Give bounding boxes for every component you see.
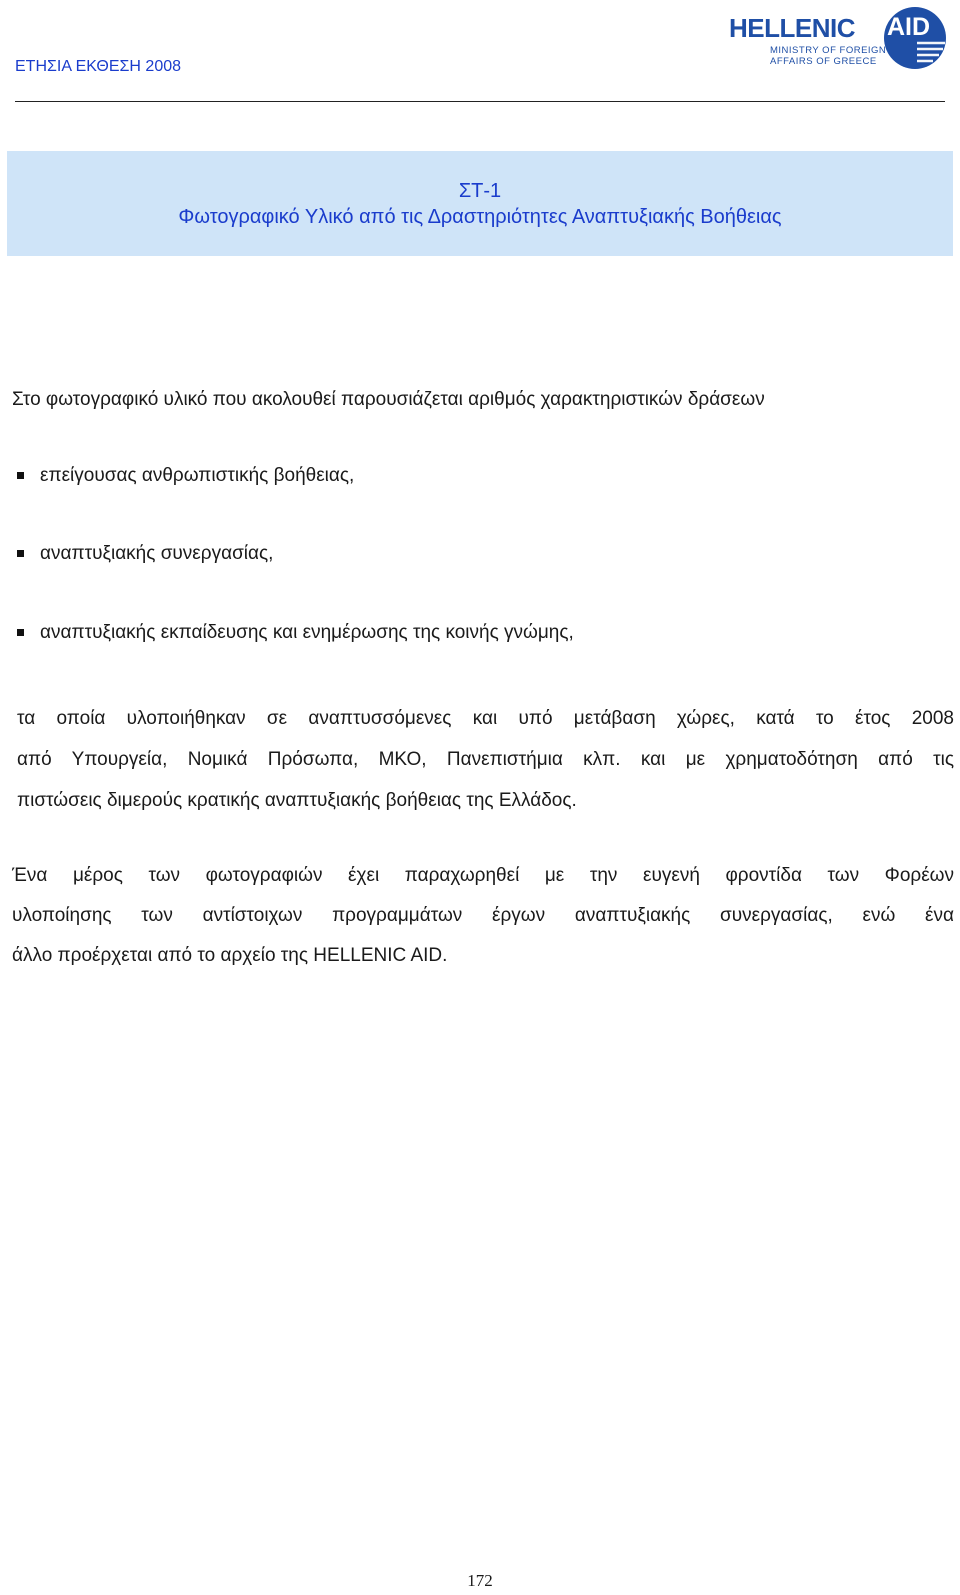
bullet-text: αναπτυξιακής εκπαίδευσης και ενημέρωσης της κοινής γνώμης,: [40, 622, 574, 643]
paragraph-photo-sources: [12, 856, 954, 976]
paragraph-line: πιστώσεις διμερούς κρατικής αναπτυξιακής βοήθειας της Ελλάδος.: [17, 790, 577, 811]
bullet-square-icon: [17, 472, 24, 479]
paragraph-line: υλοποίησης των αντίστοιχων προγραμμάτων έργων αναπτυξιακής συνεργασίας, ενώ ένα: [12, 905, 954, 926]
logo-subtitle-line2: AFFAIRS OF GREECE: [770, 56, 877, 67]
bullet-text: αναπτυξιακής συνεργασίας,: [40, 543, 274, 564]
header-divider: [15, 101, 945, 102]
paragraph-line: τα οποία υλοποιήθηκαν σε αναπτυσσόμενες και υπό μετάβαση χώρες, κατά το έτος 2008: [17, 708, 954, 729]
logo-badge-text: AID: [887, 13, 931, 41]
section-title: Φωτογραφικό Υλικό από τις Δραστηριότητες Αναπτυξιακής Βοήθειας: [178, 206, 782, 228]
logo-wordmark: HELLENIC: [729, 13, 855, 43]
paragraph-line: άλλο προέρχεται από το αρχείο της HELLENIC AID.: [12, 945, 448, 966]
bullet-square-icon: [17, 629, 24, 636]
logo-subtitle-line1: MINISTRY OF FOREIGN: [770, 45, 887, 56]
hellenic-aid-logo: [729, 5, 949, 73]
section-banner: [7, 151, 953, 256]
logo-badge-icon: [877, 5, 949, 71]
report-title: ΕΤΗΣΙΑ ΕΚΘΕΣΗ 2008: [15, 58, 182, 75]
section-code: ΣΤ-1: [458, 180, 502, 202]
paragraph-line: Ένα μέρος των φωτογραφιών έχει παραχωρηθεί με την ευγενή φροντίδα των Φορέων: [12, 865, 954, 886]
paragraph-line: από Υπουργεία, Νομικά Πρόσωπα, ΜΚΟ, Πανεπιστήμια κλπ. και με χρηματοδότηση από τις: [17, 749, 954, 770]
bullet-square-icon: [17, 550, 24, 557]
intro-text: Στο φωτογραφικό υλικό που ακολουθεί παρουσιάζεται αριθμός χαρακτηριστικών δράσεων: [12, 389, 765, 410]
page-number: 172: [467, 1571, 493, 1590]
paragraph-implementation: [17, 698, 954, 821]
bullet-text: επείγουσας ανθρωπιστικής βοήθειας,: [40, 465, 355, 486]
